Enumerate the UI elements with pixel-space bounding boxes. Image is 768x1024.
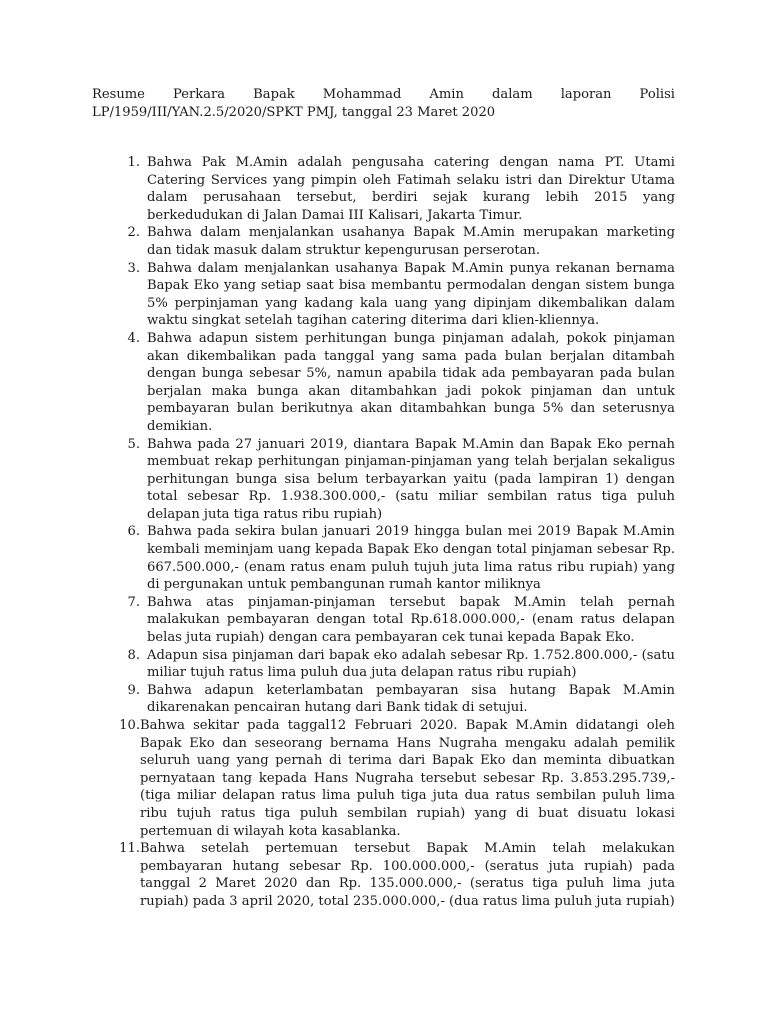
list-item-number: 3.: [127, 260, 140, 276]
list-item-number: 5.: [127, 436, 140, 452]
list-item: [110, 330, 675, 436]
list-item-text: Bahwa setelah pertemuan tersebut Bapak M.Amin telah melakukan pembayaran hutang sebesar Rp. 100.000.000,- (seratus juta rupiah) pada tanggal 2 Maret 2020 dan Rp. 135.000.000,- (seratus tiga puluh lima juta rupiah) pada 3 april 2020, total 235.000.000,- (dua ratus lima puluh juta rupiah): [140, 841, 675, 909]
list-item: [110, 154, 675, 224]
list-item: [110, 682, 675, 717]
list-item-text: Bahwa atas pinjaman-pinjaman tersebut bapak M.Amin telah pernah malakukan pembayaran dengan total Rp.618.000.000,- (enam ratus delapan belas juta rupiah) dengan cara pembayaran cek tunai kepada Bapak Eko.: [147, 594, 675, 646]
list-item-number: 9.: [127, 682, 140, 698]
list-item-text: Bahwa adapun keterlambatan pembayaran sisa hutang Bapak M.Amin dikarenakan pencairan hutang dari Bank tidak di setujui.: [147, 682, 675, 716]
list-item: [110, 840, 675, 910]
list-item-text: Bahwa dalam menjalankan usahanya Bapak M.Amin merupakan marketing dan tidak masuk dalam struktur kepengurusan perserotan.: [147, 225, 675, 258]
list-item-number: 4.: [127, 330, 140, 346]
list-item: [110, 224, 675, 259]
list-item-number: 11.: [119, 841, 140, 857]
list-item-text: Bahwa pada 27 januari 2019, diantara Bapak M.Amin dan Bapak Eko pernah membuat rekap perhitungan pinjaman-pinjaman yang telah berjalan sekaligus perhitungan bunga sisa belum terbayarkan yaitu (pada lampiran 1) dengan total sebesar Rp. 1.938.300.000,- (satu miliar sembilan ratus tiga puluh delapan juta tiga ratus ribu rupiah): [147, 436, 675, 522]
list-item-text: Adapun sisa pinjaman dari bapak eko adalah sebesar Rp. 1.752.800.000,- (satu miliar tujuh ratus lima puluh dua juta delapan ratus ribu rupiah): [147, 647, 675, 681]
list-item: [110, 260, 675, 330]
list-item: [110, 436, 675, 524]
list-item-text: Bahwa pada sekira bulan januari 2019 hingga bulan mei 2019 Bapak M.Amin kembali meminjam uang kepada Bapak Eko dengan total pinjaman sebesar Rp. 667.500.000,- (enam ratus enam puluh tujuh juta lima ratus ribu rupiah) yang di pergunakan untuk pembangunan rumah kantor miliknya: [147, 524, 675, 593]
list-item-number: 7.: [127, 594, 140, 610]
list-item-number: 6.: [127, 524, 140, 540]
list-item: [110, 647, 675, 682]
list-item-text: Bahwa dalam menjalankan usahanya Bapak M.Amin punya rekanan bernama Bapak Eko yang setiap saat bisa membantu permodalan dengan sistem bunga 5% perpinjaman yang kadang kala uang yang dipinjam dikembalikan dalam waktu singkat setelah tagihan catering diterima dari klien-kliennya.: [147, 260, 675, 329]
list-item: [110, 523, 675, 593]
list-item-text: Bahwa Pak M.Amin adalah pengusaha catering dengan nama PT. Utami Catering Services yang pimpin oleh Fatimah selaku istri dan Direktur Utama dalam perusahaan tersebut, berdiri sejak kurang lebih 2015 yang berkedudukan di Jalan Damai III Kalisari, Jakarta Timur.: [147, 155, 675, 223]
list-item: [110, 594, 675, 647]
list-item-number: 2.: [127, 225, 140, 241]
list-item-number: 1.: [127, 155, 140, 170]
list-item: [110, 717, 675, 840]
list-item-number: 10.: [119, 718, 140, 733]
list-item-text: Bahwa adapun sistem perhitungan bunga pinjaman adalah, pokok pinjaman akan dikembalikan pada tanggal yang sama pada bulan berjalan ditambah dengan bunga sebesar 5%, namun apabila tidak ada pembayaran pada bulan berjalan maka bunga akan ditambahkan jadi pokok pinjaman dan untuk pembayaran bulan berikutnya akan ditambahkan bunga 5% dan seterusnya demikian.: [147, 330, 675, 434]
list-item-number: 8.: [127, 647, 140, 663]
document-title: Resume Perkara Bapak Mohammad Amin dalam laporan Polisi LP/1959/III/YAN.2.5/2020/SPKT PMJ, tanggal 23 Maret 2020: [92, 87, 675, 120]
list-item-text: Bahwa sekitar pada taggal12 Februari 2020. Bapak M.Amin didatangi oleh Bapak Eko dan seseorang bernama Hans Nugraha mengaku adalah pemilik seluruh uang yang pernah di terima dari Bapak Eko dan meminta dibuatkan pernyataan tang kepada Hans Nugraha tersebut sebesar Rp. 3.853.295.739,- (tiga miliar delapan ratus lima puluh tiga juta dua ratus sembilan puluh lima ribu tujuh ratus tiga puluh sembilan rupiah) yang di buat disuatu lokasi pertemuan di wilayah kota kasablanka.: [140, 718, 675, 839]
numbered-list: [110, 154, 675, 911]
